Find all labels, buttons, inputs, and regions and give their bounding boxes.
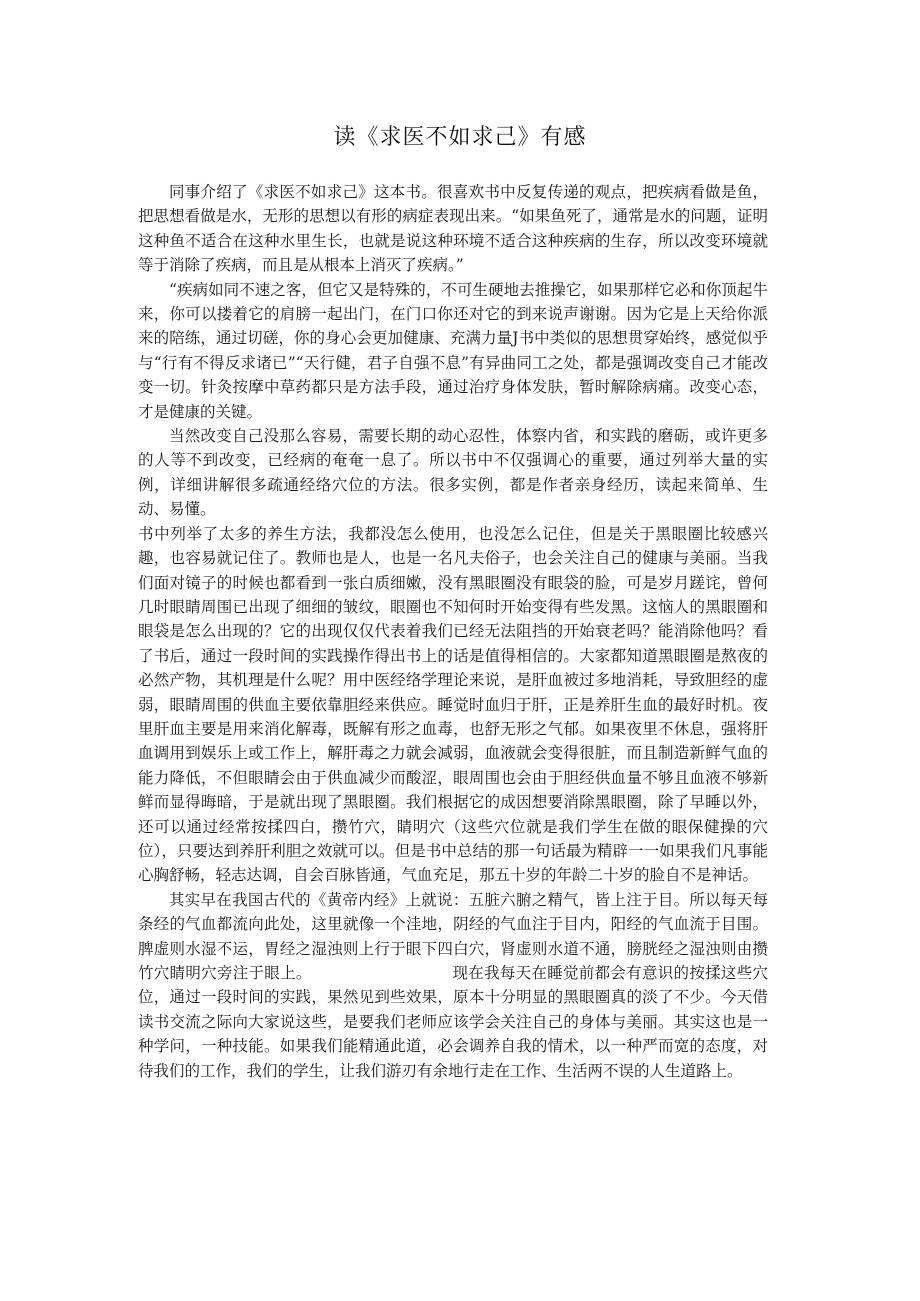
paragraph-2: “疾病如同不速之客，但它又是特殊的，不可生硬地去推操它，如果那样它必和你顶起牛来，你可以搂着它的肩膀一起出门，在门口你还对它的到来说声谢谢。因为它是上天给你派来的陪练，通过切磋，你的身心会更加健康、充满力量J书中类似的思想贯穿始终，感觉似乎与“行有不得反求诸已”“天行健，君子自强不息”有异曲同工之处，都是强调改变自己才能改变一切。针灸按摩中草药都只是方法手段，通过治疗身体发肤，暂时解除病痛。改变心态，才是健康的关键。	[138, 280, 768, 421]
paragraph-1: 同事介绍了《求医不如求己》这本书。很喜欢书中反复传递的观点，把疾病看做是鱼，把思想看做是水，无形的思想以有形的病症表现出来。“如果鱼死了，通常是水的问题，证明这种鱼不适合在这种水里生长，也就是说这种环境不适合这种疾病的生存，所以改变环境就等于消除了疾病，而且是从根本上消灭了疾病。”	[138, 183, 768, 275]
document-body	[138, 180, 768, 1083]
paragraph-5: 其实早在我国古代的《黄帝内经》上就说：五脏六腑之精气，皆上注于目。所以每天每条经的气血都流向此处，这里就像一个洼地，阴经的气血注于目内，阳经的气血流于目围。脾虚则水湿不运，胃经之湿浊则上行于眼下四白穴，肾虚则水道不通，膀胱经之湿浊则由攒竹穴睛明穴旁注于眼上。 现在我每天在睡觉前都会有意识的按揉这些穴位，通过一段时间的实践，果然见到些效果，原本十分明显的黑眼圈真的淡了不少。今天借读书交流之际向大家说这些，是要我们老师应该学会关注自己的身体与美丽。其实这也是一种学问，一种技能。如果我们能精通此道，必会调养自我的情术，以一种严而宽的态度，对待我们的工作，我们的学生，让我们游刃有余地行走在工作、生活两不误的人生道路上。	[138, 890, 768, 1080]
paragraph-3: 当然改变自己没那么容易，需要长期的动心忍性，体察内省，和实践的磨砺，或许更多的人等不到改变，已经病的奄奄一息了。所以书中不仅强调心的重要，通过列举大量的实例，详细讲解很多疏通经络穴位的方法。很多实例，都是作者亲身经历，读起来简单、生动、易懂。	[138, 427, 768, 519]
paragraph-4: 书中列举了太多的养生方法，我都没怎么使用，也没怎么记住，但是关于黑眼圈比较感兴趣，也容易就记住了。教师也是人，也是一名凡夫俗子，也会关注自己的健康与美丽。当我们面对镜子的时候也都看到一张白质细嫩，没有黑眼圈没有眼袋的脸，可是岁月蹉诧，曾何几时眼睛周围已出现了细细的皱纹，眼圈也不知何时开始变得有些发黑。这恼人的黑眼圈和眼袋是怎么出现的？它的出现仅仅代表着我们已经无法阻挡的开始衰老吗？能消除他吗？看了书后，通过一段时间的实践操作得出书上的话是值得相信的。大家都知道黑眼圈是熬夜的必然产物，其机理是什么呢？用中医经络学理论来说，是肝血被过多地消耗，导致胆经的虚弱，眼睛周围的供血主要依靠胆经来供应。睡觉时血归于肝，正是养肝生血的最好时机。夜里肝血主要是用来消化解毒，既解有形之血毒，也舒无形之气郁。如果夜里不休息，强将肝血调用到娱乐上或工作上，解肝毒之力就会减弱，血液就会变得很脏，而且制造新鲜气血的能力降低，不但眼睛会由于供血减少而酸涩，眼周围也会由于胆经供血量不够且血液不够新鲜而显得晦暗，于是就出现了黑眼圈。我们根据它的成因想要消除黑眼圈，除了早睡以外，还可以通过经常按揉四白，攒竹穴，睛明穴（这些穴位就是我们学生在做的眼保健操的穴位），只要达到养肝利胆之效就可以。但是书中总结的那一句话最为精辟一一如果我们凡事能心胸舒畅，轻志达调，自会百脉皆通，气血充足，那五十岁的年龄二十岁的脸自不是神话。	[138, 524, 768, 885]
document-title: 读《求医不如求己》有感	[333, 125, 587, 150]
